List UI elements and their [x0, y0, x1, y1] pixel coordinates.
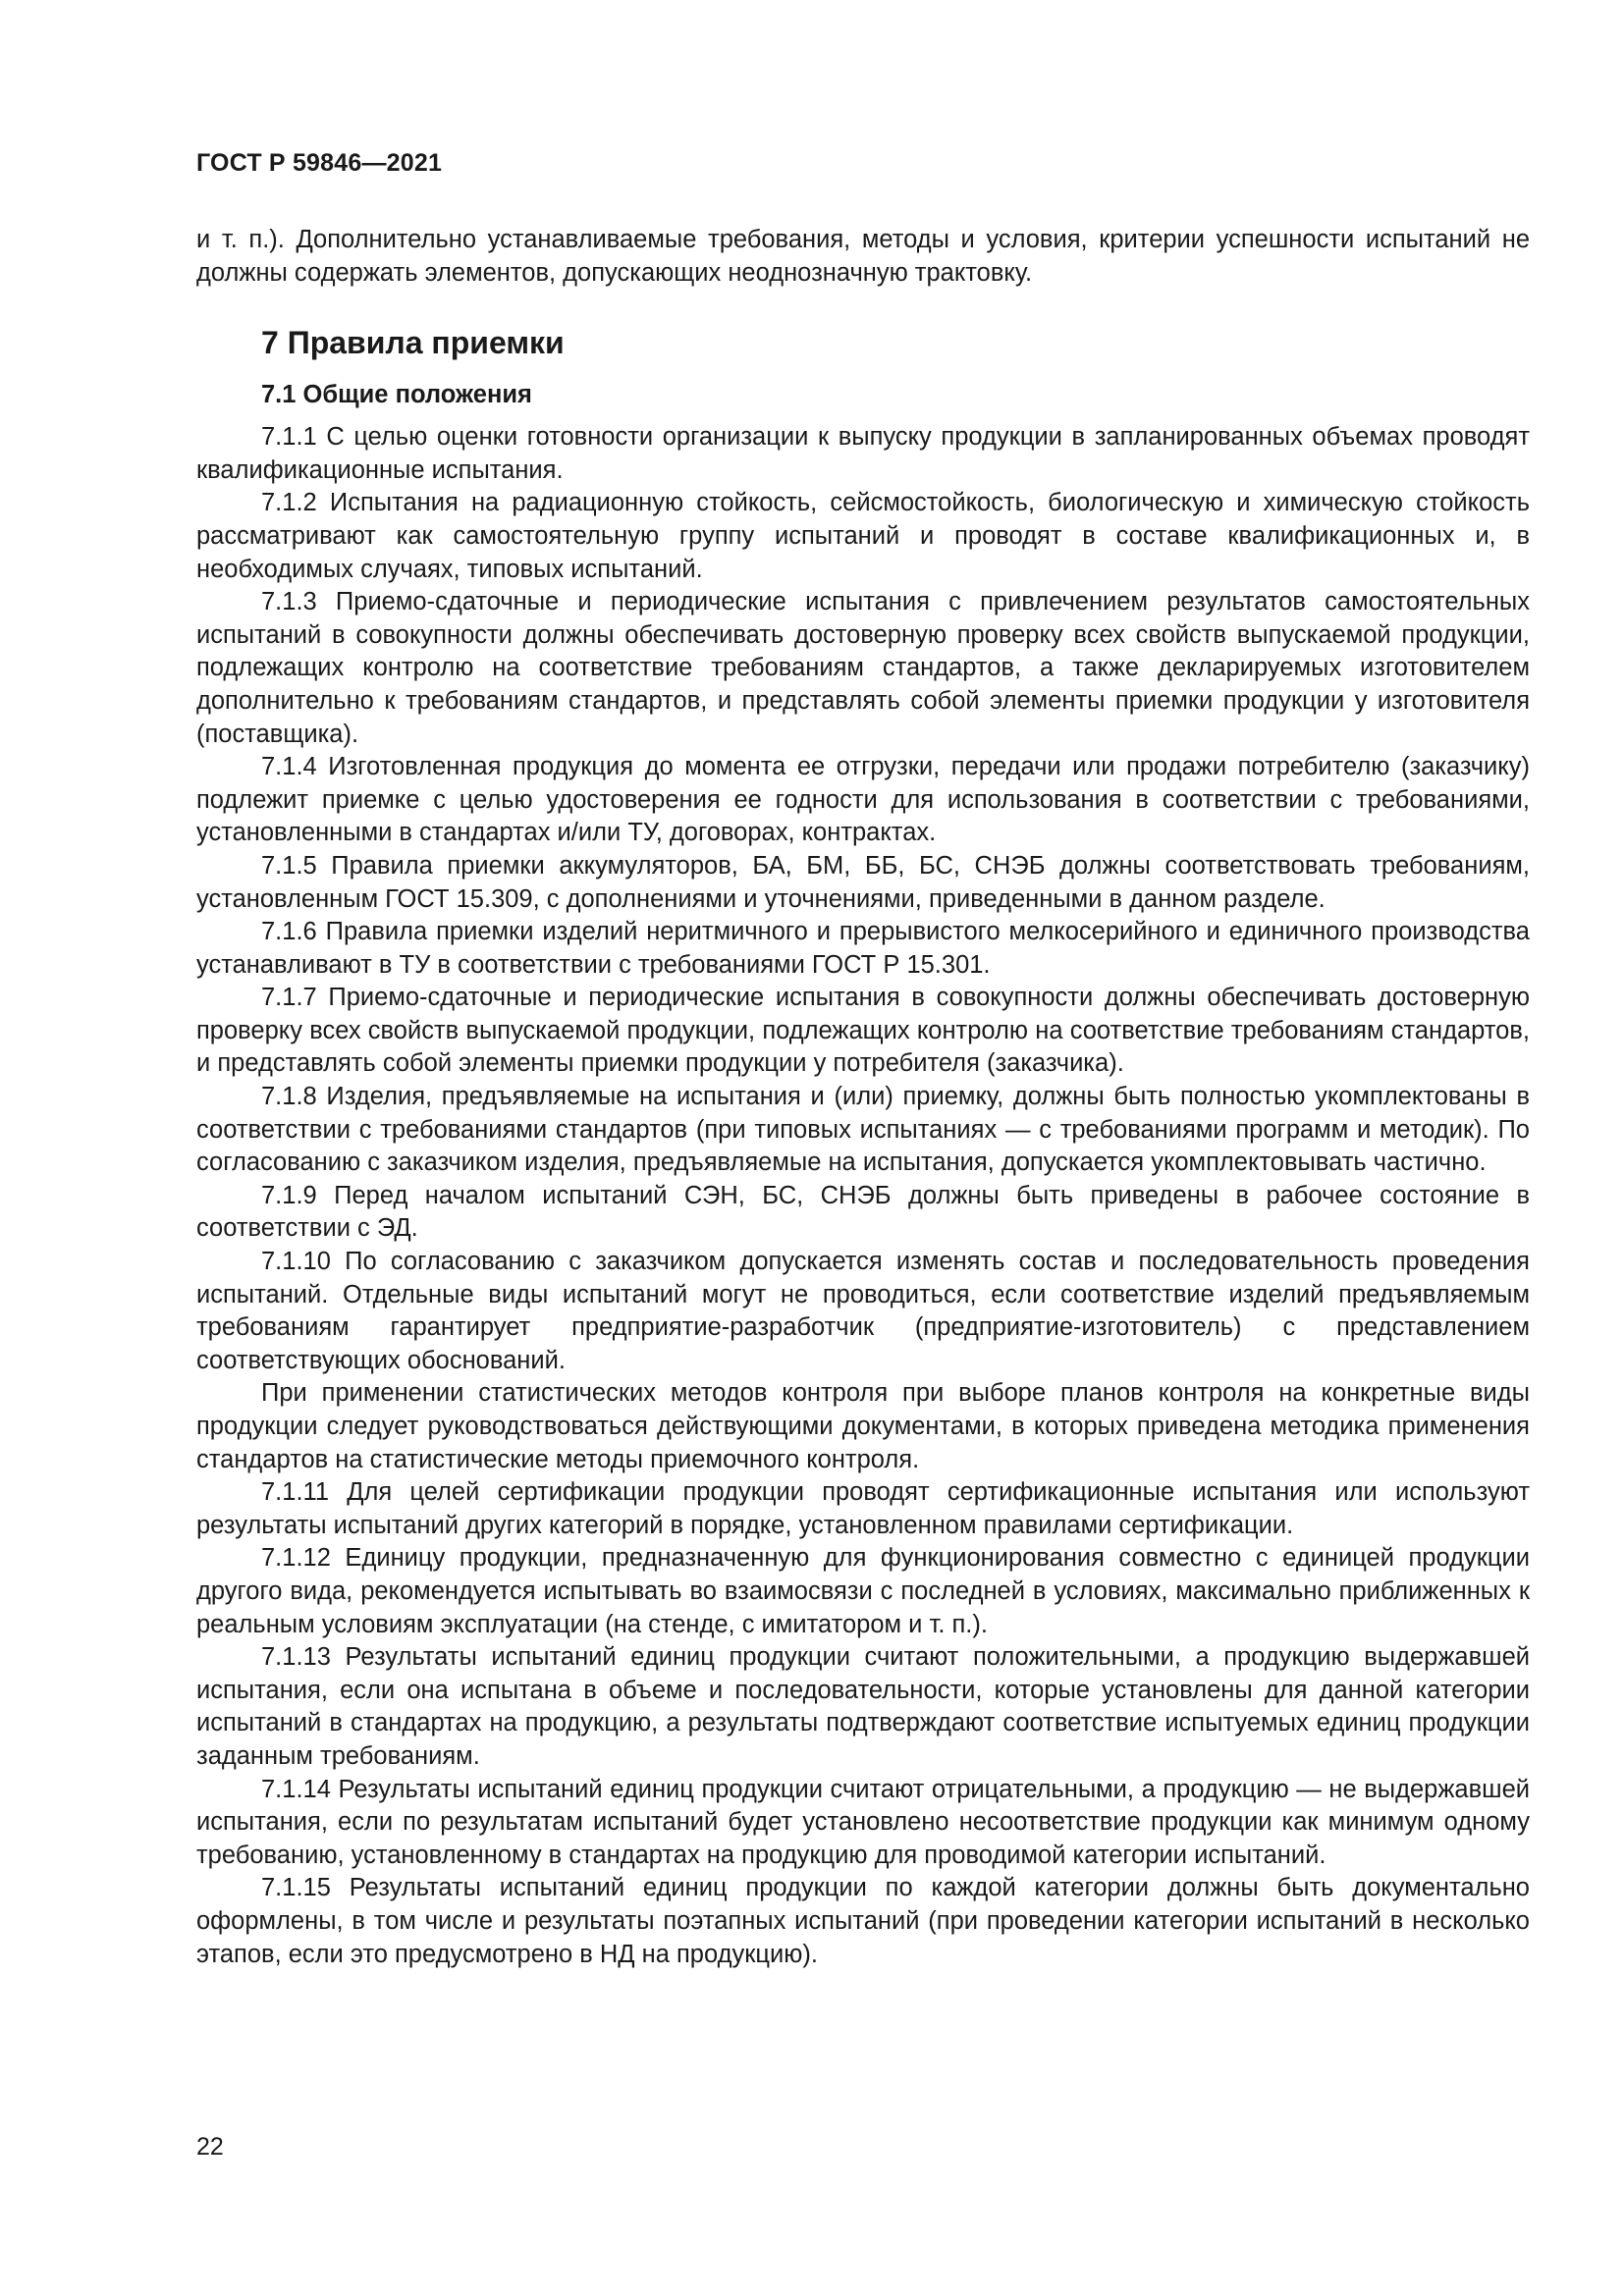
paragraph-7-1-4: 7.1.4 Изготовленная продукция до момента ее отгрузки, передачи или продажи потребителю (заказчику) подлежит приемке с целью удостоверения ее годности для использования в соответствии с требованиями, установленными в стандартах и/или ТУ, договорах, контрактах.	[196, 753, 1530, 847]
intro-paragraph: и т. п.). Дополнительно устанавливаемые требования, методы и условия, критерии успешности испытаний не должны содержать элементов, допускающих неоднозначную трактовку.	[196, 226, 1530, 287]
paragraph-7-1-5: 7.1.5 Правила приемки аккумуляторов, БА, БМ, ББ, БС, СНЭБ должны соответствовать требованиям, установленным ГОСТ 15.309, с дополнениями и уточнениями, приведенными в данном разделе.	[196, 851, 1530, 913]
page-number: 22	[196, 2133, 224, 2161]
document-page	[196, 0, 1530, 2296]
paragraph-7-1-15: 7.1.15 Результаты испытаний единиц продукции по каждой категории должны быть документально оформлены, в том числе и результаты поэтапных испытаний (при проведении категории испытаний в несколько этапов, если это предусмотрено в НД на продукцию).	[196, 1874, 1530, 1968]
paragraph-7-1-12: 7.1.12 Единицу продукции, предназначенную для функционирования совместно с единицей продукции другого вида, рекомендуется испытывать во взаимосвязи с последней в условиях, максимально приближенных к реальным условиям эксплуатации (на стенде, с имитатором и т. п.).	[196, 1544, 1530, 1638]
subsection-title: 7.1 Общие положения	[261, 381, 532, 409]
paragraph-7-1-7: 7.1.7 Приемо-сдаточные и периодические испытания в совокупности должны обеспечивать достоверную проверку всех свойств выпускаемой продукции, подлежащих контролю на соответствие требованиям стандартов, и представлять собой элементы приемки продукции у потребителя (заказчика).	[196, 984, 1530, 1078]
document-header-id: ГОСТ Р 59846—2021	[196, 149, 443, 177]
document-body	[196, 224, 1530, 1971]
paragraph-7-1-1: 7.1.1 С целью оценки готовности организации к выпуску продукции в запланированных объемах проводят квалификационные испытания.	[196, 423, 1530, 484]
section-title: 7 Правила приемки	[261, 325, 565, 361]
paragraph-7-1-13: 7.1.13 Результаты испытаний единиц продукции считают положительными, а продукцию выдержавшей испытания, если она испытана в объеме и последовательности, которые установлены для данной категории испытаний в стандартах на продукцию, а результаты подтверждают соответствие испытуемых единиц продукции заданным требованиям.	[196, 1643, 1530, 1770]
paragraph-7-1-2: 7.1.2 Испытания на радиационную стойкость, сейсмостойкость, биологическую и химическую стойкость рассматривают как самостоятельную группу испытаний и проводят в составе квалификационных и, в необходимых случаях, типовых испытаний.	[196, 489, 1530, 583]
paragraph-7-1-9: 7.1.9 Перед началом испытаний СЭН, БС, СНЭБ должны быть приведены в рабочее состояние в соответствии с ЭД.	[196, 1181, 1530, 1243]
paragraph-7-1-3: 7.1.3 Приемо-сдаточные и периодические испытания с привлечением результатов самостоятельных испытаний в совокупности должны обеспечивать достоверную проверку всех свойств выпускаемой продукции, подлежащих контролю на соответствие требованиям стандартов, а также декларируемых изготовителем дополнительно к требованиям стандартов, и представлять собой элементы приемки продукции у изготовителя (поставщика).	[196, 588, 1530, 748]
paragraph-statistical-methods: При применении статистических методов контроля при выборе планов контроля на конкретные виды продукции следует руководствоваться действующими документами, в которых приведена методика применения стандартов на статистические методы приемочного контроля.	[196, 1379, 1530, 1473]
paragraph-7-1-14: 7.1.14 Результаты испытаний единиц продукции считают отрицательными, а продукцию — не выдержавшей испытания, если по результатам испытаний будет установлено несоответствие продукции как минимум одному требованию, установленному в стандартах на продукцию для проводимой категории испытаний.	[196, 1775, 1530, 1869]
paragraph-7-1-6: 7.1.6 Правила приемки изделий неритмичного и прерывистого мелкосерийного и единичного производства устанавливают в ТУ в соответствии с требованиями ГОСТ Р 15.301.	[196, 918, 1530, 979]
paragraph-7-1-10: 7.1.10 По согласованию с заказчиком допускается изменять состав и последовательность проведения испытаний. Отдельные виды испытаний могут не проводиться, если соответствие изделий предъявляемым требованиям гарантирует предприятие-разработчик (предприятие-изготовитель) с представлением соответствующих обоснований.	[196, 1248, 1530, 1374]
paragraph-7-1-11: 7.1.11 Для целей сертификации продукции проводят сертификационные испытания или используют результаты испытаний других категорий в порядке, установленном правилами сертификации.	[196, 1478, 1530, 1539]
paragraph-7-1-8: 7.1.8 Изделия, предъявляемые на испытания и (или) приемку, должны быть полностью укомплектованы в соответствии с требованиями стандартов (при типовых испытаниях — с требованиями программ и методик). По согласованию с заказчиком изделия, предъявляемые на испытания, допускается укомплектовывать частично.	[196, 1083, 1530, 1177]
